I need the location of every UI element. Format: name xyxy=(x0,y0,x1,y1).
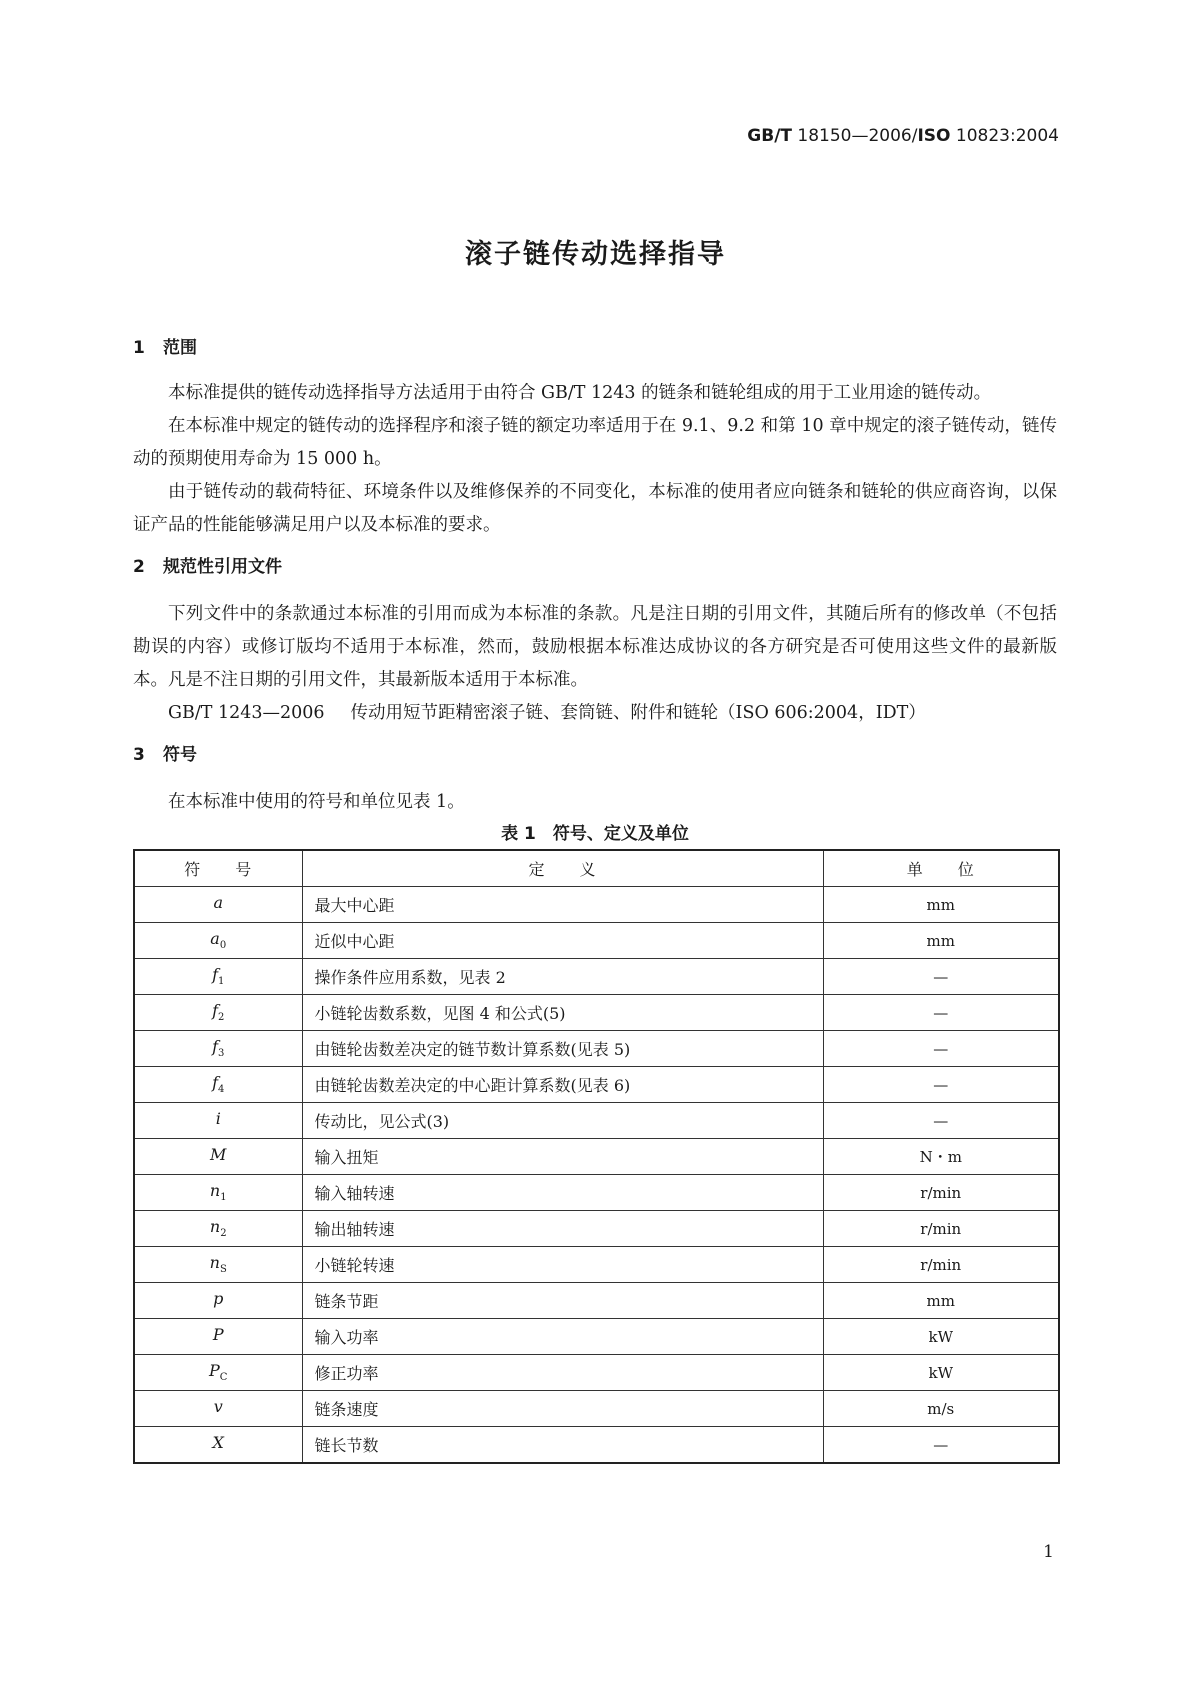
unit-cell: — xyxy=(823,959,1059,995)
table-row xyxy=(134,1391,1059,1427)
unit-cell: mm xyxy=(823,887,1059,923)
table-row xyxy=(134,1175,1059,1211)
table-row xyxy=(134,1139,1059,1175)
unit-cell: kW xyxy=(823,1319,1059,1355)
definition-cell: 最大中心距 xyxy=(302,887,823,923)
section-2-paragraph: 下列文件中的条款通过本标准的引用而成为本标准的条款。凡是注日期的引用文件，其随后所有的修改单（不包括勘误的内容）或修订版均不适用于本标准，然而，鼓励根据本标准达成协议的各方研究是否可使用这些文件的最新版本。凡是不注日期的引用文件，其最新版本适用于本标准。 xyxy=(133,604,1057,690)
unit-cell: r/min xyxy=(823,1175,1059,1211)
definition-cell: 由链轮齿数差决定的中心距计算系数(见表 6) xyxy=(302,1067,823,1103)
definition-cell: 修正功率 xyxy=(302,1355,823,1391)
definition-cell: 传动比，见公式(3) xyxy=(302,1103,823,1139)
table-row xyxy=(134,1103,1059,1139)
table-row xyxy=(134,959,1059,995)
symbol-cell: M xyxy=(134,1139,302,1175)
table-row xyxy=(134,1031,1059,1067)
table-row xyxy=(134,1247,1059,1283)
unit-cell: mm xyxy=(823,923,1059,959)
normative-reference: GB/T 1243—2006 传动用短节距精密滚子链、套筒链、附件和链轮（ISO 606:2004，IDT） xyxy=(168,703,926,723)
definition-cell: 由链轮齿数差决定的链节数计算系数(见表 5) xyxy=(302,1031,823,1067)
table-row xyxy=(134,887,1059,923)
symbol-cell: $f_3$ xyxy=(134,1031,302,1067)
section-1-paragraph-3: 由于链传动的载荷特征、环境条件以及维修保养的不同变化，本标准的使用者应向链条和链轮的供应商咨询，以保证产品的性能能够满足用户以及本标准的要求。 xyxy=(133,482,1057,535)
unit-cell: r/min xyxy=(823,1211,1059,1247)
symbol-cell: p xyxy=(134,1283,302,1319)
definition-cell: 输入功率 xyxy=(302,1319,823,1355)
symbol-cell: $n_2$ xyxy=(134,1211,302,1247)
header-unit: 单 位 xyxy=(823,850,1059,887)
table-row xyxy=(134,995,1059,1031)
definition-cell: 小链轮转速 xyxy=(302,1247,823,1283)
table-row xyxy=(134,1319,1059,1355)
unit-cell: N・m xyxy=(823,1139,1059,1175)
definition-cell: 输出轴转速 xyxy=(302,1211,823,1247)
table-row xyxy=(134,1427,1059,1464)
table-row xyxy=(134,1355,1059,1391)
definition-cell: 链条节距 xyxy=(302,1283,823,1319)
definition-cell: 链长节数 xyxy=(302,1427,823,1464)
table-caption: 表 1 符号、定义及单位 xyxy=(501,824,689,844)
table-header-row xyxy=(134,850,1059,887)
unit-cell: — xyxy=(823,995,1059,1031)
section-1-heading: 1 范围 xyxy=(133,338,197,358)
definition-cell: 近似中心距 xyxy=(302,923,823,959)
definition-cell: 输入扭矩 xyxy=(302,1139,823,1175)
unit-cell: r/min xyxy=(823,1247,1059,1283)
table-row xyxy=(134,1283,1059,1319)
definition-cell: 输入轴转速 xyxy=(302,1175,823,1211)
unit-cell: m/s xyxy=(823,1391,1059,1427)
unit-cell: — xyxy=(823,1427,1059,1464)
symbol-cell: P xyxy=(134,1319,302,1355)
document-body xyxy=(133,334,1057,1464)
definition-cell: 操作条件应用系数，见表 2 xyxy=(302,959,823,995)
section-3-heading: 3 符号 xyxy=(133,745,197,765)
page-number: 1 xyxy=(1043,1542,1054,1562)
symbol-cell: X xyxy=(134,1427,302,1464)
unit-cell: mm xyxy=(823,1283,1059,1319)
section-3-paragraph: 在本标准中使用的符号和单位见表 1。 xyxy=(168,792,465,812)
document-title: 滚子链传动选择指导 xyxy=(465,239,726,270)
table-row xyxy=(134,923,1059,959)
symbol-cell: $n_1$ xyxy=(134,1175,302,1211)
symbol-cell: $f_2$ xyxy=(134,995,302,1031)
standard-code: GB/T 18150—2006/ISO 10823:2004 xyxy=(747,126,1059,146)
table-row xyxy=(134,1067,1059,1103)
unit-cell: — xyxy=(823,1067,1059,1103)
section-1-paragraph-1: 本标准提供的链传动选择指导方法适用于由符合 GB/T 1243 的链条和链轮组成的用于工业用途的链传动。 xyxy=(168,383,992,403)
section-2-heading: 2 规范性引用文件 xyxy=(133,557,282,577)
symbol-cell: $f_1$ xyxy=(134,959,302,995)
definition-cell: 链条速度 xyxy=(302,1391,823,1427)
unit-cell: — xyxy=(823,1103,1059,1139)
symbol-cell: $n_S$ xyxy=(134,1247,302,1283)
unit-cell: kW xyxy=(823,1355,1059,1391)
table-row xyxy=(134,1211,1059,1247)
definition-cell: 小链轮齿数系数，见图 4 和公式(5) xyxy=(302,995,823,1031)
symbol-cell: a xyxy=(134,887,302,923)
unit-cell: — xyxy=(823,1031,1059,1067)
header-definition: 定 义 xyxy=(302,850,823,887)
symbol-cell: $P_C$ xyxy=(134,1355,302,1391)
symbols-table xyxy=(133,849,1060,1464)
symbol-cell: i xyxy=(134,1103,302,1139)
symbol-cell: $a_0$ xyxy=(134,923,302,959)
header-symbol: 符 号 xyxy=(134,850,302,887)
symbol-cell: $f_4$ xyxy=(134,1067,302,1103)
section-1-paragraph-2: 在本标准中规定的链传动的选择程序和滚子链的额定功率适用于在 9.1、9.2 和第 10 章中规定的滚子链传动，链传动的预期使用寿命为 15 000 h。 xyxy=(133,416,1057,469)
symbol-cell: v xyxy=(134,1391,302,1427)
